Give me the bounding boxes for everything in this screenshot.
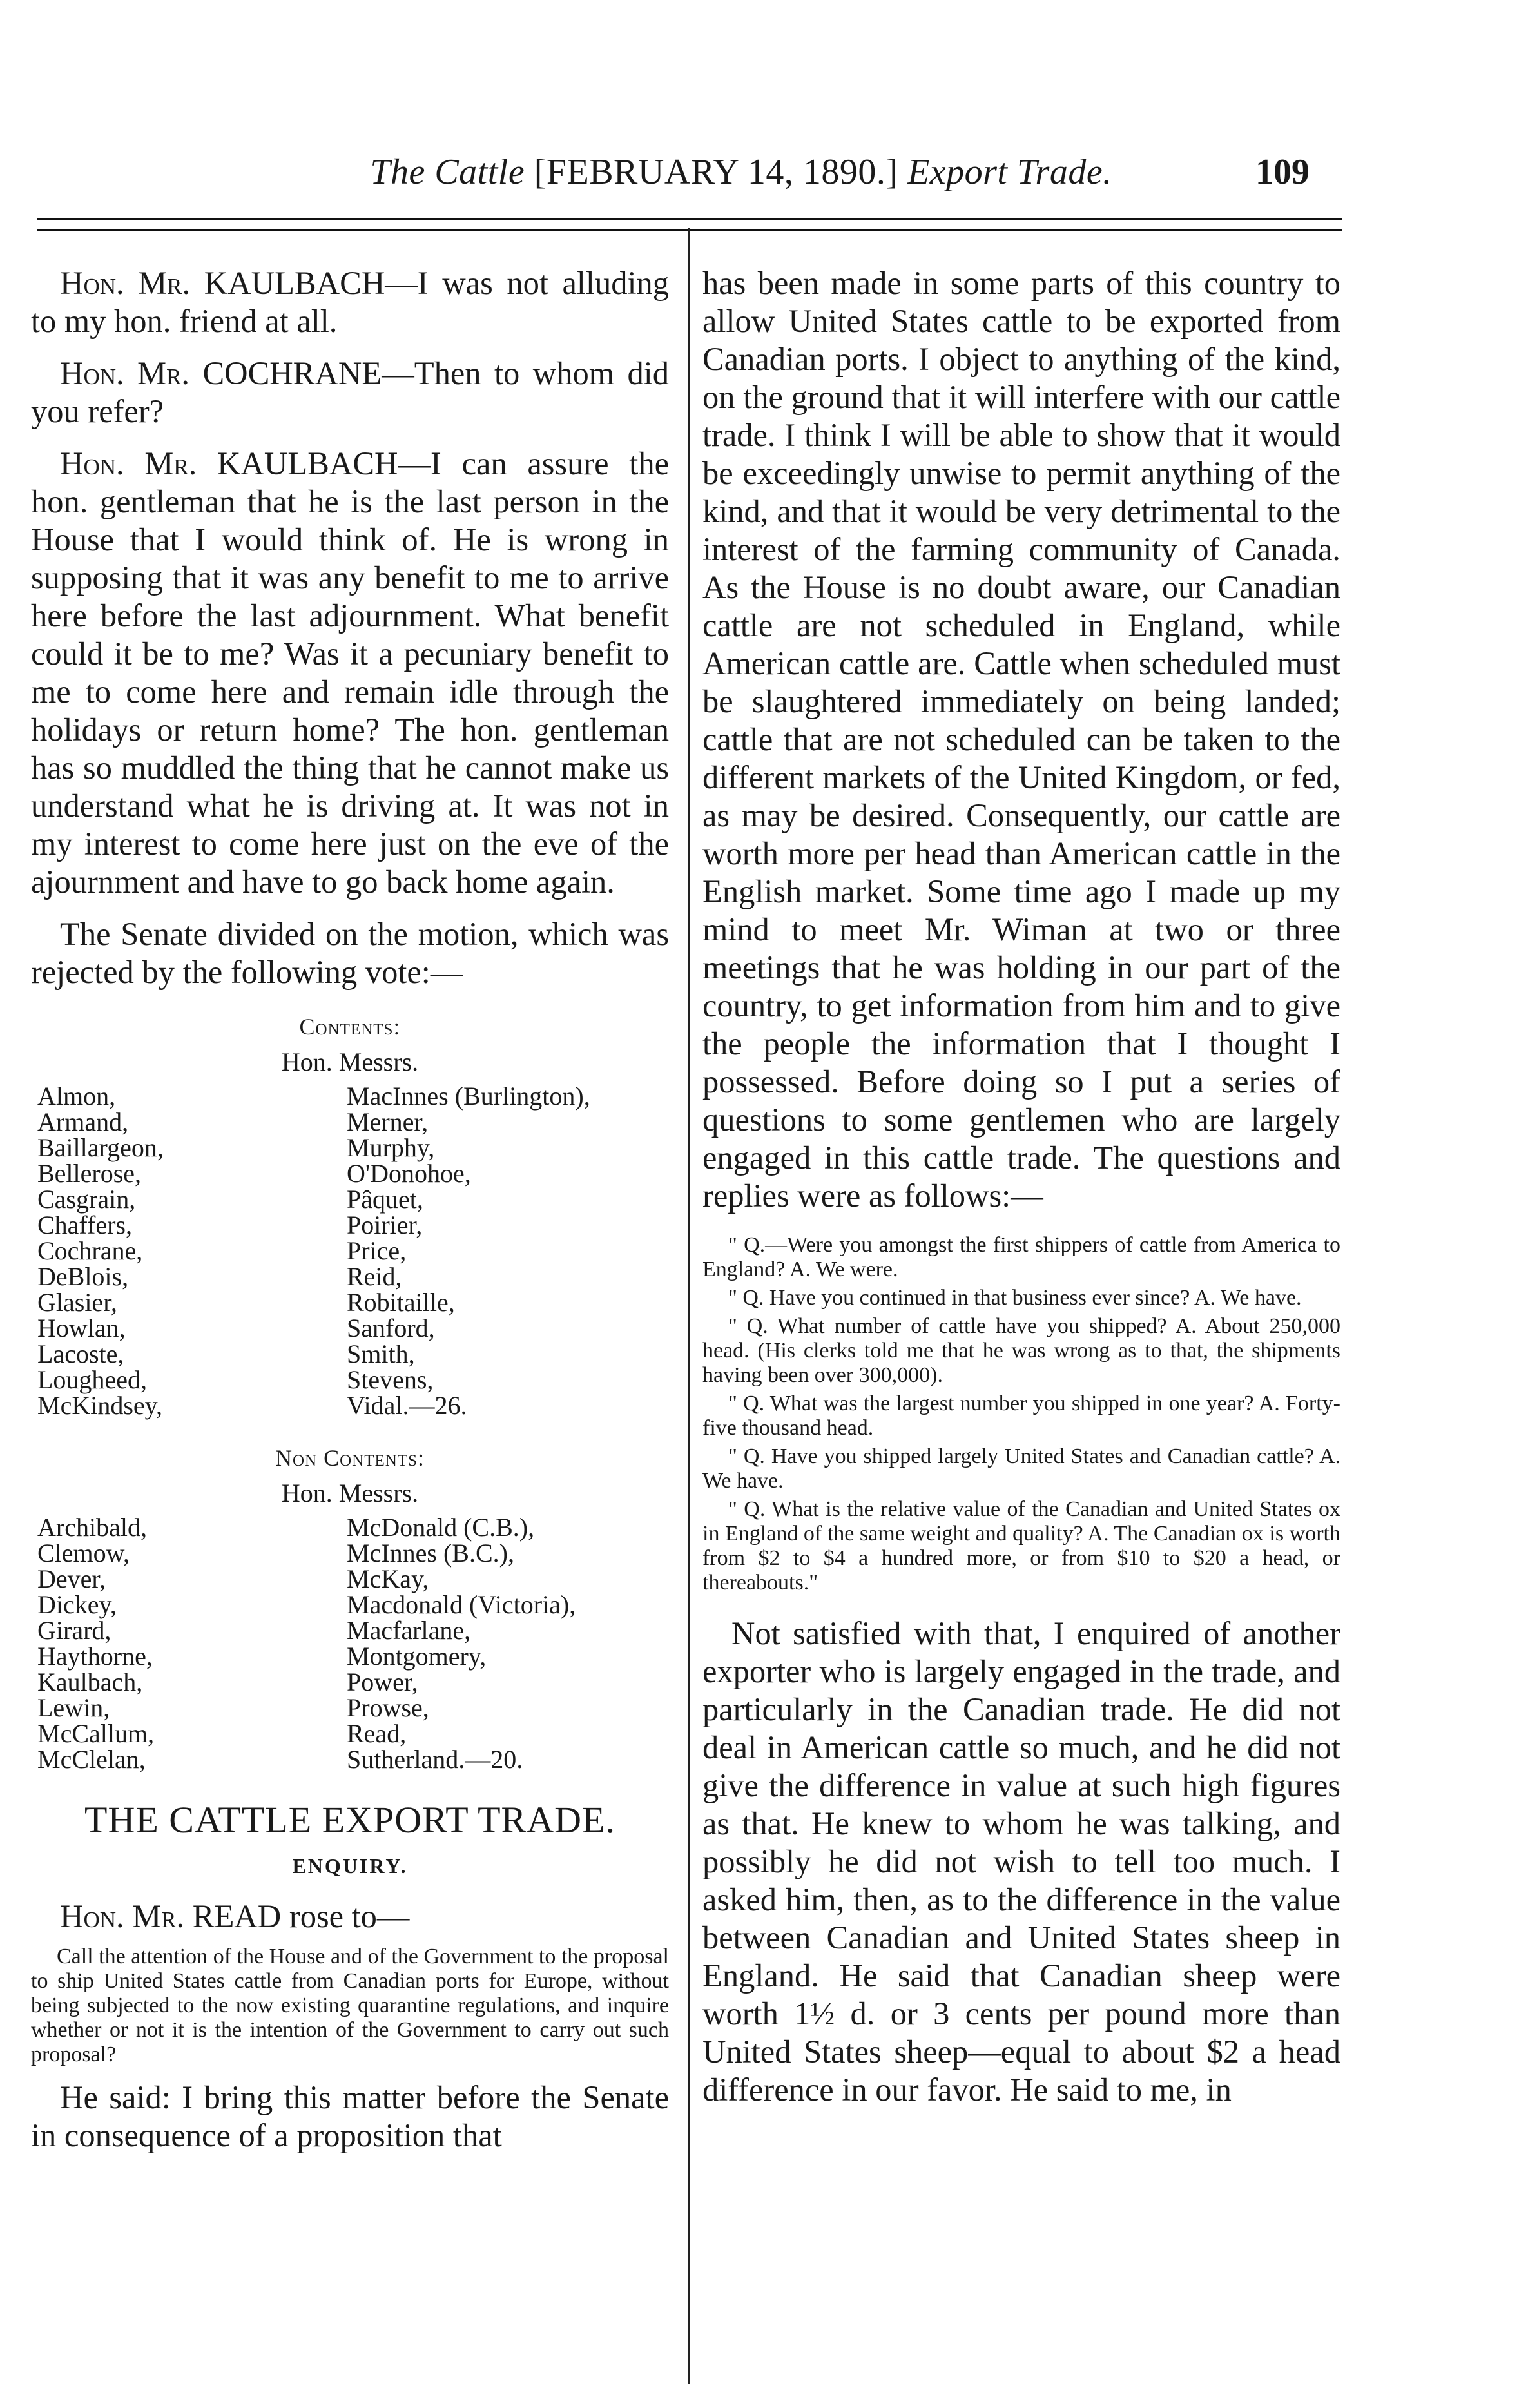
voter-name: Read,	[347, 1719, 407, 1748]
contents-list	[31, 1083, 669, 1419]
voter-name: Sutherland.—20.	[347, 1745, 523, 1774]
voter-name: Almon,	[37, 1082, 116, 1111]
voter-name: McCallum,	[37, 1719, 155, 1748]
voter-name: Lewin,	[37, 1693, 110, 1722]
quoted-answers	[702, 1233, 1340, 1595]
paragraph-enquired: Not satisfied with that, I enquired of another exporter who is largely engaged in the trade, and particularly in the Canadian trade. He did not deal in American cattle so much, and he did not give the difference in value at such high figures as that. He knew to whom he was talking, and possibly he did not wish to tell too much. I asked him, then, as to the difference in the value between Canadian and United States sheep in England. He said that Canadian sheep were worth 1½ d. or 3 cents per pound more than United States sheep—equal to about $2 a head difference in our favor. He said to me, in	[702, 1615, 1340, 2108]
left-column	[31, 264, 669, 2155]
paragraph-kaulbach-1	[31, 264, 669, 340]
voter-name: McInnes (B.C.),	[347, 1539, 514, 1568]
quote-question: " Q. What was the largest number you shipped in one year? A. Forty-five thousand head.	[702, 1392, 1340, 1440]
voter-name: O'Donohoe,	[347, 1159, 471, 1188]
speech-text: —Then to whom did you refer?	[31, 355, 669, 429]
voter-name: Bellerose,	[37, 1159, 142, 1188]
voter-name: Cochrane,	[37, 1236, 143, 1265]
voter-name: Robitaille,	[347, 1288, 455, 1317]
speech-text: rose to—	[281, 1898, 410, 1934]
voter-name: Montgomery,	[347, 1642, 487, 1671]
page-header	[0, 151, 1519, 203]
voter-name: Dickey,	[37, 1590, 117, 1619]
paragraph-read-said: He said: I bring this matter before the Senate in consequence of a proposition that	[31, 2079, 669, 2153]
voter-name: Smith,	[347, 1339, 415, 1368]
voter-name: Poirier,	[347, 1210, 423, 1239]
paragraph-read-rose	[31, 1898, 669, 1936]
voter-name: Sanford,	[347, 1314, 435, 1343]
voter-name: Prowse,	[347, 1693, 429, 1722]
contents-names-right	[347, 1083, 669, 1419]
quote-question: " Q. What number of cattle have you shipped? A. About 250,000 head. (His clerks told me that he was wrong as to that, the shipments having been over 300,000).	[702, 1314, 1340, 1387]
speaker-name: Hon. Mr. KAULBACH	[60, 445, 398, 481]
voter-name: Macdonald (Victoria),	[347, 1590, 576, 1619]
contents-subheading: Hon. Messrs.	[281, 1047, 419, 1076]
voter-name: Vidal.—26.	[347, 1391, 467, 1420]
non-contents-subheading: Hon. Messrs.	[281, 1479, 419, 1508]
voter-name: Girard,	[37, 1616, 111, 1645]
paragraph-continued: has been made in some parts of this country to allow United States cattle to be exported from Canadian ports. I object to anything of the kind, on the ground that it will interfere with our cattle trade. I think I will be able to show that it would be exceedingly unwise to permit anything of the kind, and that it would be very detrimental to the interest of the farming community of Canada. As the House is no doubt aware, our Canadian cattle are not scheduled in England, while American cattle are. Cattle when scheduled must be slaughtered immediately on being landed; cattle that are not scheduled can be taken to the different markets of the United Kingdom, or fed, as may be desired. Consequently, our cattle are worth more per head than American cattle in the English market. Some time ago I made up my mind to meet Mr. Wiman at two or three meetings that he was holding in our part of the country, to get information from him and to give the people the information that I thought I possessed. Before doing so I put a series of questions to some gentlemen who are largely engaged in this cattle trade. The questions and replies were as follows:—	[702, 265, 1340, 1214]
voter-name: McDonald (C.B.),	[347, 1513, 535, 1542]
voter-name: DeBlois,	[37, 1262, 129, 1291]
speaker-name: Hon. Mr. READ	[60, 1898, 282, 1934]
page-number: 109	[1255, 152, 1310, 192]
non-contents-names-left	[31, 1515, 347, 1772]
speech-text: —I was not alluding to my hon. friend at all.	[31, 265, 669, 339]
voter-name: Glasier,	[37, 1288, 117, 1317]
running-head-date: [FEBRUARY 14, 1890.]	[534, 152, 898, 192]
voter-name: Merner,	[347, 1107, 429, 1136]
voter-name: Archibald,	[37, 1513, 147, 1542]
non-contents-list	[31, 1515, 669, 1772]
section-subtitle: ENQUIRY.	[292, 1854, 408, 1878]
non-contents-names-right	[347, 1515, 669, 1772]
voter-name: Dever,	[37, 1564, 106, 1593]
voter-name: Reid,	[347, 1262, 402, 1291]
quote-question: " Q. Have you shipped largely United States and Canadian cattle? A. We have.	[702, 1444, 1340, 1493]
paragraph-kaulbach-2	[31, 445, 669, 901]
non-contents-heading: Non Contents:	[275, 1445, 425, 1471]
paragraph-vote-intro: The Senate divided on the motion, which was rejected by the following vote:—	[31, 916, 669, 990]
voter-name: Price,	[347, 1236, 407, 1265]
voter-name: Baillargeon,	[37, 1133, 164, 1162]
voter-name: McKindsey,	[37, 1391, 163, 1420]
column-divider	[688, 228, 690, 2384]
voter-name: Stevens,	[347, 1365, 434, 1394]
voter-name: Lacoste,	[37, 1339, 124, 1368]
voter-name: Casgrain,	[37, 1185, 136, 1214]
right-column	[702, 264, 1340, 2109]
motion-text: Call the attention of the House and of the Government to the proposal to ship United States cattle from Canadian ports for Europe, without being subjected to the now existing quarantine regulations, and inquire whether or not it is the intention of the Government to carry out such proposal?	[31, 1945, 669, 2066]
voter-name: Kaulbach,	[37, 1667, 143, 1696]
voter-name: McClelan,	[37, 1745, 146, 1774]
quote-question: " Q.—Were you amongst the first shippers of cattle from America to England? A. We were.	[702, 1233, 1340, 1281]
speaker-name: Hon. Mr. KAULBACH	[60, 265, 385, 301]
running-head-right: Export Trade.	[907, 152, 1112, 192]
running-head	[322, 151, 1160, 193]
paragraph-cochrane	[31, 354, 669, 431]
voter-name: Haythorne,	[37, 1642, 153, 1671]
voter-name: Chaffers,	[37, 1210, 132, 1239]
contents-heading: Contents:	[299, 1014, 401, 1040]
voter-name: Howlan,	[37, 1314, 126, 1343]
speaker-name: Hon. Mr. COCHRANE	[60, 355, 382, 391]
quote-question: " Q. What is the relative value of the Canadian and United States ox in England of the same weight and quality? A. The Canadian ox is worth from $2 to $4 a hundred more, or from $10 to $20 a head, or thereabouts."	[702, 1497, 1340, 1595]
section-title: THE CATTLE EXPORT TRADE.	[84, 1799, 615, 1841]
running-head-left: The Cattle	[370, 152, 525, 192]
voter-name: Clemow,	[37, 1539, 130, 1568]
voter-name: Lougheed,	[37, 1365, 147, 1394]
voter-name: Power,	[347, 1667, 418, 1696]
contents-names-left	[31, 1083, 347, 1419]
speech-text: —I can assure the hon. gentleman that he is the last person in the House that I would think of. He is wrong in supposing that it was any benefit to me to arrive here before the last adjournment. What benefit could it be to me? Was it a pecuniary benefit to me to come here and remain idle through the holidays or return home? The hon. gentleman has so muddled the thing that he cannot make us understand what he is driving at. It was not in my interest to come here just on the eve of the ajournment and have to go back home again.	[31, 445, 669, 900]
voter-name: Murphy,	[347, 1133, 435, 1162]
voter-name: Pâquet,	[347, 1185, 423, 1214]
voter-name: Armand,	[37, 1107, 129, 1136]
quote-question: " Q. Have you continued in that business ever since? A. We have.	[728, 1286, 1302, 1310]
voter-name: McKay,	[347, 1564, 429, 1593]
voter-name: MacInnes (Burlington),	[347, 1082, 590, 1111]
voter-name: Macfarlane,	[347, 1616, 471, 1645]
